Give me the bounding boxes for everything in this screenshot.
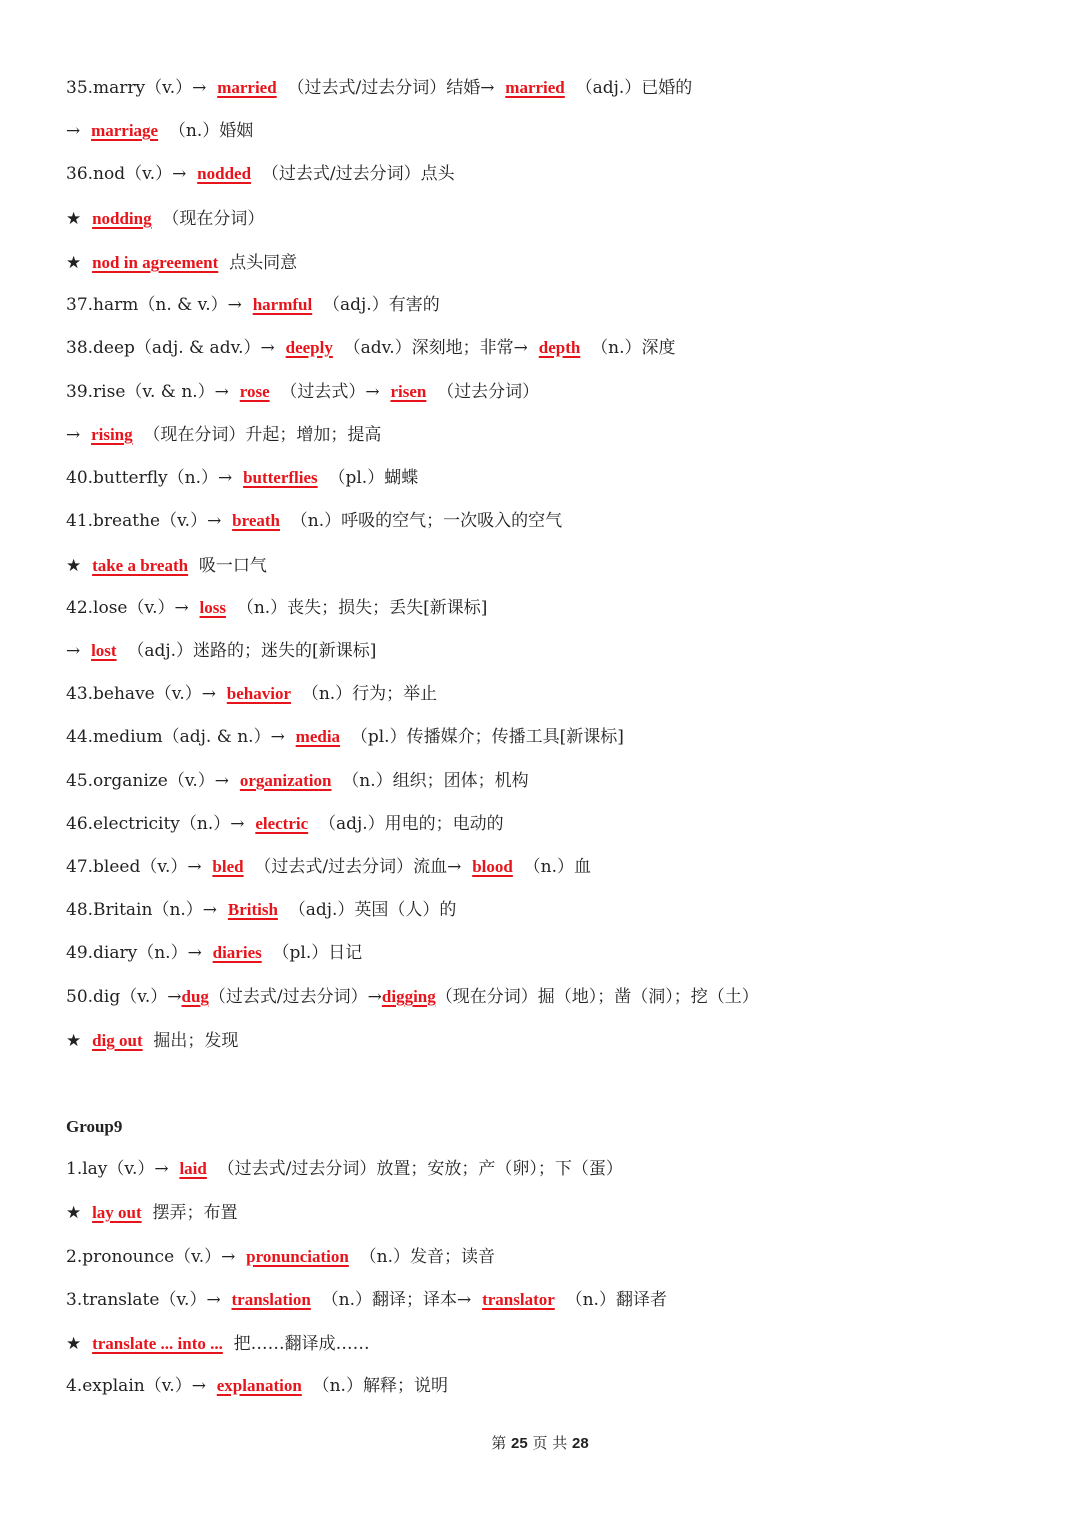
line-text: →: [66, 121, 92, 141]
line-text: →: [66, 425, 92, 445]
answer-word: married: [505, 78, 565, 97]
answer-word: behavior: [226, 684, 292, 703]
answer-word: dug: [181, 987, 209, 1006]
answer-word: lost: [91, 641, 117, 660]
vocab-line: [66, 898, 456, 922]
answer-word: depth: [538, 338, 581, 357]
answer-word: digging: [381, 987, 436, 1006]
answer-word: media: [295, 727, 341, 746]
line-text: ★: [66, 209, 93, 229]
line-text: （adj.）有害的: [312, 295, 440, 315]
line-text: 39.rise（v. & n.）→: [66, 382, 240, 402]
line-text: （n.）呼吸的空气；一次吸入的空气: [279, 511, 563, 531]
line-text: （过去式）→: [269, 382, 391, 402]
vocab-line: [66, 423, 381, 447]
answer-word: translate ... into ...: [92, 1334, 223, 1353]
line-text: 吸一口气: [188, 556, 267, 576]
answer-word: marriage: [91, 121, 159, 140]
answer-word: harmful: [252, 295, 313, 314]
page-footer: [0, 1432, 1080, 1455]
answer-word: translation: [231, 1290, 311, 1309]
line-text: 38.deep（adj. & adv.）→: [66, 338, 286, 358]
line-text: （过去分词）: [426, 382, 540, 402]
vocab-line: [66, 162, 455, 186]
vocab-line: [66, 769, 529, 793]
line-text: 42.lose（v.）→: [66, 598, 200, 618]
line-text: （n.）婚姻: [158, 121, 254, 141]
answer-word: lay out: [92, 1203, 142, 1222]
footer-prefix: 第: [491, 1434, 512, 1452]
vocab-line: [66, 725, 624, 749]
line-text: ★: [66, 1031, 93, 1051]
vocab-line: [66, 466, 418, 490]
line-text: （n.）组织；团体；机构: [331, 771, 529, 791]
answer-word: risen: [390, 382, 427, 401]
line-text: （n.）丧失；损失；丢失[新课标]: [226, 598, 488, 618]
line-text: （adv.）深刻地；非常→: [332, 338, 539, 358]
line-text: 3.translate（v.）→: [66, 1290, 232, 1310]
line-text: 摆弄；布置: [141, 1203, 238, 1223]
vocab-line: [66, 639, 376, 663]
vocab-line: [66, 1201, 237, 1225]
line-text: ★: [66, 1334, 93, 1354]
line-text: （n.）翻译者: [554, 1290, 667, 1310]
line-text: （过去式/过去分词）流血→: [243, 857, 473, 877]
line-text: （过去式/过去分词）点头: [251, 164, 455, 184]
answer-word: nod in agreement: [92, 253, 219, 272]
answer-word: take a breath: [92, 556, 189, 575]
line-text: 掘出；发现: [142, 1031, 239, 1051]
answer-word: rose: [239, 382, 270, 401]
answer-word: butterflies: [243, 468, 318, 487]
line-text: （adj.）迷路的；迷失的[新课标]: [116, 641, 377, 661]
line-text: （现在分词）掘（地）；凿（洞）；挖（土）: [435, 987, 759, 1007]
line-text: （adj.）英国（人）的: [277, 900, 457, 920]
footer-middle: 页 共: [527, 1434, 573, 1452]
line-text: （过去式/过去分词）放置；安放；产（卵）；下（蛋）: [206, 1159, 623, 1179]
line-text: （pl.）传播媒介；传播工具[新课标]: [340, 727, 624, 747]
line-text: （现在分词）: [151, 209, 265, 229]
current-page-number: 25: [511, 1435, 528, 1452]
answer-word: nodding: [92, 209, 152, 228]
answer-word: organization: [239, 771, 332, 790]
answer-word: loss: [199, 598, 227, 617]
line-text: 45.organize（v.）→: [66, 771, 240, 791]
line-text: （过去式/过去分词）→: [208, 987, 382, 1007]
vocab-line: [66, 76, 692, 100]
line-text: （过去式/过去分词）结婚→: [276, 78, 506, 98]
line-text: 49.diary（n.）→: [66, 943, 213, 963]
line-text: 37.harm（n. & v.）→: [66, 295, 253, 315]
line-text: 41.breathe（v.）→: [66, 511, 233, 531]
line-text: 46.electricity（n.）→: [66, 814, 256, 834]
line-text: （adj.）已婚的: [564, 78, 693, 98]
vocab-line: [66, 1288, 667, 1312]
vocab-line: [66, 941, 362, 965]
vocab-line: [66, 682, 437, 706]
vocab-line: [66, 812, 504, 836]
answer-word: diaries: [212, 943, 262, 962]
line-text: 50.dig（v.）→: [66, 987, 182, 1007]
vocab-line: [66, 1245, 495, 1269]
vocab-line: [66, 855, 591, 879]
answer-word: laid: [179, 1159, 207, 1178]
line-text: 把……翻译成……: [222, 1334, 370, 1354]
line-text: （pl.）日记: [261, 943, 363, 963]
line-text: （n.）行为；举止: [291, 684, 438, 704]
answer-word: blood: [472, 857, 513, 876]
vocab-line: [66, 207, 264, 231]
group-heading: Group9: [66, 1117, 123, 1136]
line-text: 36.nod（v.）→: [66, 164, 198, 184]
answer-word: electric: [255, 814, 309, 833]
vocab-line: [66, 1029, 238, 1053]
answer-word: rising: [91, 425, 133, 444]
answer-word: breath: [232, 511, 280, 530]
line-text: →: [66, 641, 92, 661]
vocab-line: [66, 251, 297, 275]
line-text: 40.butterfly（n.）→: [66, 468, 244, 488]
answer-word: pronunciation: [246, 1247, 349, 1266]
vocab-line: [66, 1157, 623, 1181]
line-text: （pl.）蝴蝶: [317, 468, 419, 488]
line-text: 47.bleed（v.）→: [66, 857, 213, 877]
vocab-line: [66, 119, 253, 143]
line-text: （adj.）用电的；电动的: [308, 814, 504, 834]
answer-word: bled: [212, 857, 244, 876]
answer-word: British: [227, 900, 278, 919]
line-text: ★: [66, 556, 93, 576]
line-text: ★: [66, 253, 93, 273]
line-text: （n.）发音；读音: [348, 1247, 496, 1267]
answer-word: explanation: [216, 1376, 302, 1395]
line-text: 44.medium（adj. & n.）→: [66, 727, 296, 747]
answer-word: deeply: [285, 338, 333, 357]
vocab-line: [66, 293, 440, 317]
total-page-number: 28: [572, 1435, 589, 1452]
vocab-line: [66, 596, 487, 620]
line-text: 48.Britain（n.）→: [66, 900, 228, 920]
line-text: 43.behave（v.）→: [66, 684, 227, 704]
line-text: （n.）深度: [580, 338, 676, 358]
vocab-line: [66, 336, 675, 360]
vocab-line: [66, 1332, 370, 1356]
line-text: 点头同意: [218, 253, 298, 273]
answer-word: dig out: [92, 1031, 143, 1050]
line-text: （n.）解释；说明: [301, 1376, 448, 1396]
vocab-line: [66, 554, 267, 578]
vocab-line: [66, 509, 562, 533]
answer-word: married: [217, 78, 277, 97]
line-text: （n.）翻译；译本→: [310, 1290, 483, 1310]
answer-word: translator: [482, 1290, 555, 1309]
line-text: 4.explain（v.）→: [66, 1376, 217, 1396]
vocab-line: [66, 985, 759, 1009]
line-text: ★: [66, 1203, 93, 1223]
line-text: 35.marry（v.）→: [66, 78, 218, 98]
line-text: （现在分词）升起；增加；提高: [132, 425, 382, 445]
line-text: 1.lay（v.）→: [66, 1159, 180, 1179]
line-text: （n.）血: [512, 857, 591, 877]
line-text: 2.pronounce（v.）→: [66, 1247, 247, 1267]
answer-word: nodded: [197, 164, 252, 183]
vocab-line: [66, 1374, 448, 1398]
vocab-line: [66, 380, 539, 404]
